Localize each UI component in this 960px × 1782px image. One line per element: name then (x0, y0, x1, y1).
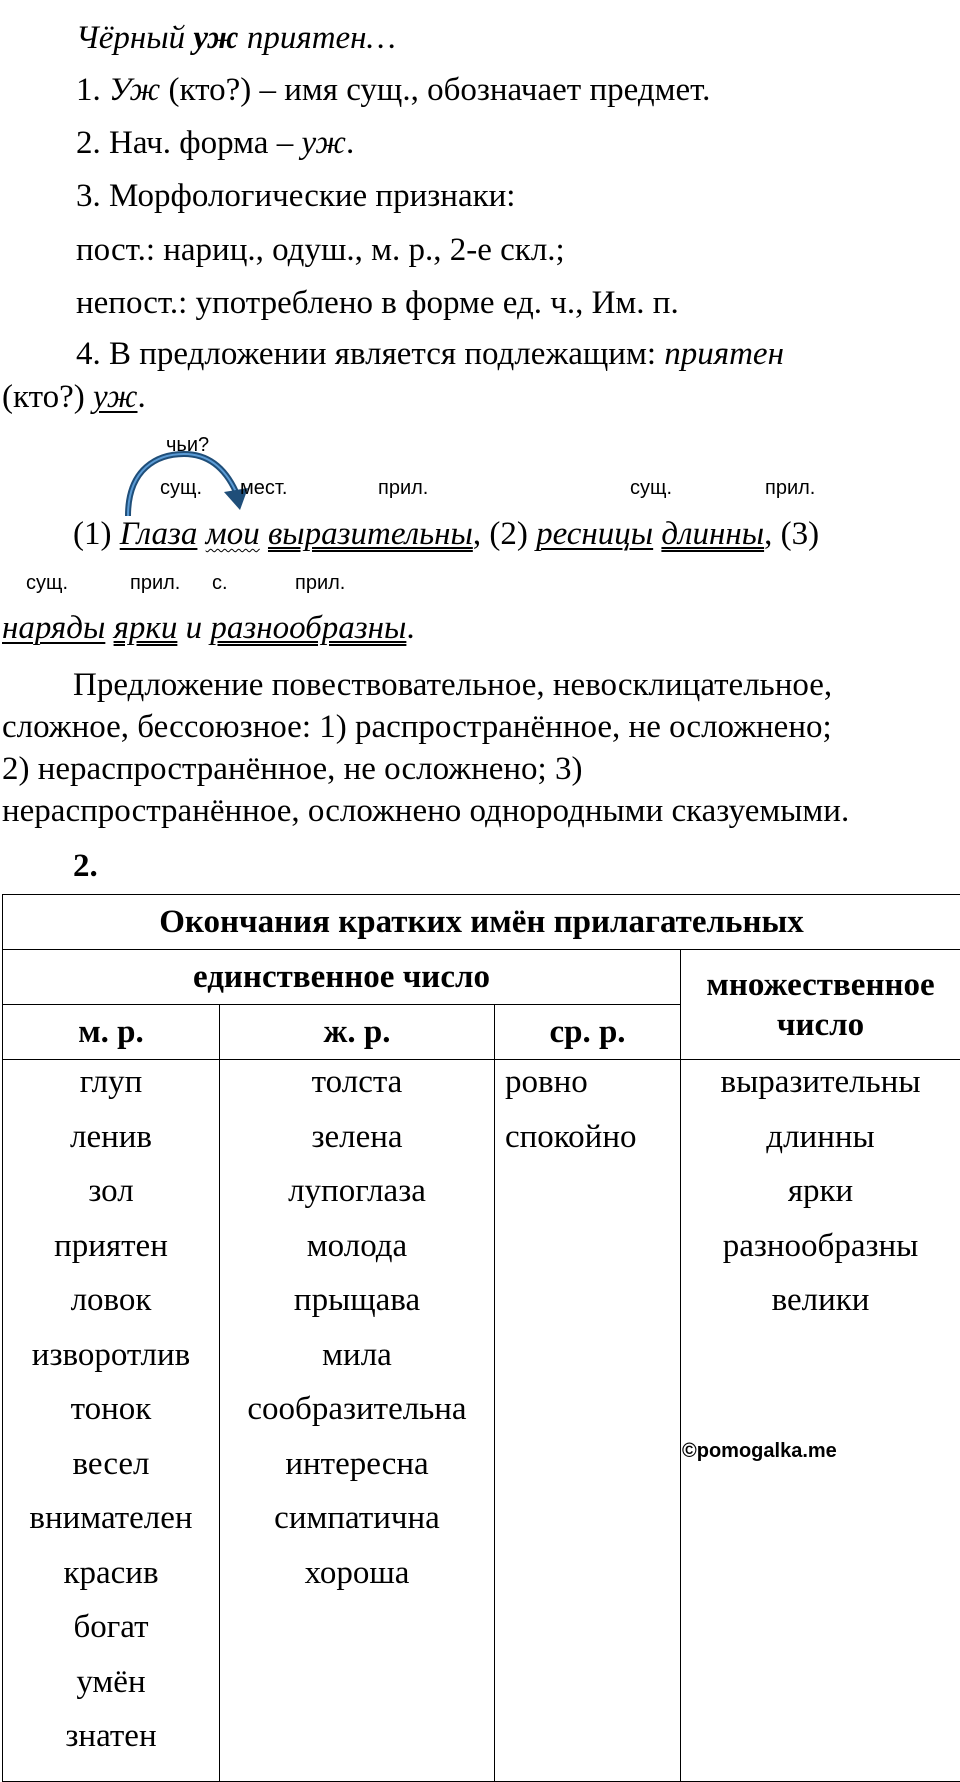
list-item: ярки (681, 1181, 960, 1236)
item-4-continued: (кто?) уж. (2, 381, 146, 414)
parsed-sentence-line2: наряды ярки и разнообразны. (2, 612, 415, 645)
list-item: длинны (681, 1127, 960, 1182)
singular-header: единственное число (3, 950, 681, 1005)
list-item: богат (3, 1617, 219, 1672)
item-4: 4. В предложении является подлежащим: приятен (76, 338, 784, 371)
list-item: приятен (3, 1236, 219, 1291)
table-title: Окончания кратких имён прилагательных (3, 895, 960, 950)
watermark: ©pomogalka.me (682, 1440, 837, 1463)
item-1: 1. Уж (кто?) – имя сущ., обозначает предмет. (76, 74, 710, 107)
list-item: молода (220, 1236, 494, 1291)
list-item: умён (3, 1672, 219, 1727)
feminine-column (220, 1060, 495, 1782)
list-item: сообразительна (220, 1399, 494, 1454)
parsed-sentence-line1: (1) Глаза мои выразительны, (2) ресницы длинны, (3) (73, 518, 819, 551)
ann-row1-noun: сущ. (160, 478, 202, 498)
list-item: прыщава (220, 1290, 494, 1345)
endings-table (2, 894, 960, 1782)
list-item: красив (3, 1563, 219, 1618)
list-item: интересна (220, 1454, 494, 1509)
list-item: велики (681, 1290, 960, 1345)
list-item: внимателен (3, 1508, 219, 1563)
ann-row1-adj2: прил. (765, 478, 815, 498)
description-line-4: нераспространённое, осложнено однородными сказуемыми. (2, 795, 849, 828)
item-2: 2. Нач. форма – уж. (76, 127, 354, 160)
list-item: разнообразны (681, 1236, 960, 1291)
ann-row2-noun: сущ. (26, 573, 68, 593)
description-line-2: сложное, бессоюзное: 1) распространённое, не осложнено; (2, 711, 832, 744)
list-item: глуп (3, 1072, 219, 1127)
list-item: зелена (220, 1127, 494, 1182)
list-item: толста (220, 1072, 494, 1127)
ann-row2-adj2: прил. (295, 573, 345, 593)
masculine-column (3, 1060, 220, 1782)
list-item: зол (3, 1181, 219, 1236)
heading-line: Чёрный уж приятен… (76, 22, 396, 55)
list-item: хороша (220, 1563, 494, 1618)
list-item: спокойно (495, 1127, 680, 1182)
description-line-1: Предложение повествовательное, невосклицательное, (73, 669, 832, 702)
plural-column (681, 1060, 960, 1782)
item-3: 3. Морфологические признаки: (76, 180, 515, 213)
ann-row2-conj: с. (212, 573, 228, 593)
ann-row2-adj: прил. (130, 573, 180, 593)
list-item: весел (3, 1454, 219, 1509)
masculine-header: м. р. (3, 1005, 220, 1060)
list-item: изворотлив (3, 1345, 219, 1400)
constant-signs: пост.: нариц., одуш., м. р., 2-е скл.; (76, 234, 565, 267)
list-item: ловок (3, 1290, 219, 1345)
neuter-header: ср. р. (495, 1005, 681, 1060)
list-item: мила (220, 1345, 494, 1400)
list-item: тонок (3, 1399, 219, 1454)
variable-signs: непост.: употреблено в форме ед. ч., Им. п. (76, 287, 679, 320)
description-line-3: 2) нераспространённое, не осложнено; 3) (2, 753, 582, 786)
ann-row1-adj1: прил. (378, 478, 428, 498)
ann-row1-noun2: сущ. (630, 478, 672, 498)
list-item: ровно (495, 1072, 680, 1127)
list-item: симпатична (220, 1508, 494, 1563)
neuter-column (495, 1060, 681, 1782)
ann-row1-pronoun: мест. (240, 478, 287, 498)
list-item: знатен (3, 1726, 219, 1781)
feminine-header: ж. р. (220, 1005, 495, 1060)
list-item: выразительны (681, 1072, 960, 1127)
list-item: ленив (3, 1127, 219, 1182)
task-number: 2. (73, 850, 98, 883)
question-label: чьи? (166, 435, 209, 455)
list-item: лупоглаза (220, 1181, 494, 1236)
plural-header: множественное число (681, 950, 960, 1060)
